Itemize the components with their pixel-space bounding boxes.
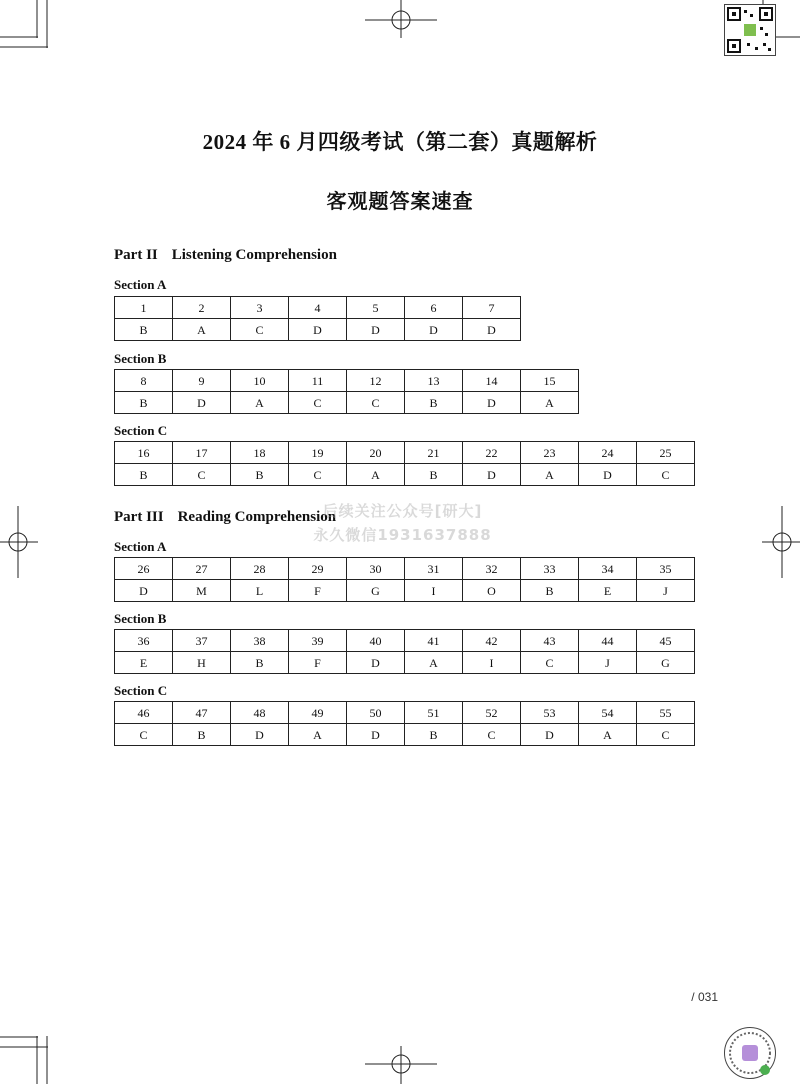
answer-cell: D bbox=[231, 724, 289, 746]
answer-cell: C bbox=[289, 392, 347, 414]
question-number-cell: 39 bbox=[289, 630, 347, 652]
question-number-cell: 10 bbox=[231, 370, 289, 392]
answer-cell: D bbox=[463, 464, 521, 486]
question-number-cell: 2 bbox=[173, 297, 231, 319]
answer-cell: F bbox=[289, 652, 347, 674]
question-number-cell: 4 bbox=[289, 297, 347, 319]
question-number-cell: 19 bbox=[289, 442, 347, 464]
answer-cell: J bbox=[637, 580, 695, 602]
answer-cell: J bbox=[579, 652, 637, 674]
question-number-cell: 48 bbox=[231, 702, 289, 724]
question-number-cell: 49 bbox=[289, 702, 347, 724]
answer-table bbox=[114, 369, 579, 414]
question-number-cell: 32 bbox=[463, 558, 521, 580]
answer-cell: B bbox=[231, 464, 289, 486]
question-number-row bbox=[115, 370, 579, 392]
answer-row bbox=[115, 580, 695, 602]
answer-cell: C bbox=[637, 464, 695, 486]
answer-cell: D bbox=[405, 319, 463, 341]
question-number-row bbox=[115, 630, 695, 652]
question-number-cell: 30 bbox=[347, 558, 405, 580]
answer-cell: B bbox=[405, 392, 463, 414]
question-number-cell: 23 bbox=[521, 442, 579, 464]
question-number-row bbox=[115, 442, 695, 464]
answer-cell: L bbox=[231, 580, 289, 602]
part-name: Reading Comprehension bbox=[177, 509, 337, 525]
question-number-cell: 8 bbox=[115, 370, 173, 392]
answer-cell: D bbox=[579, 464, 637, 486]
question-number-cell: 12 bbox=[347, 370, 405, 392]
question-number-cell: 17 bbox=[173, 442, 231, 464]
answer-cell: D bbox=[463, 392, 521, 414]
answer-cell: O bbox=[463, 580, 521, 602]
answer-cell: A bbox=[231, 392, 289, 414]
section-label: Section B bbox=[114, 611, 167, 626]
question-number-cell: 15 bbox=[521, 370, 579, 392]
question-number-cell: 27 bbox=[173, 558, 231, 580]
answer-cell: D bbox=[347, 652, 405, 674]
question-number-cell: 22 bbox=[463, 442, 521, 464]
answer-cell: C bbox=[637, 724, 695, 746]
page-subtitle: 客观题答案速查 bbox=[326, 191, 474, 213]
question-number-cell: 7 bbox=[463, 297, 521, 319]
question-number-cell: 14 bbox=[463, 370, 521, 392]
question-number-cell: 26 bbox=[115, 558, 173, 580]
answer-table bbox=[114, 629, 695, 674]
section-label: Section C bbox=[114, 423, 168, 438]
question-number-cell: 25 bbox=[637, 442, 695, 464]
answer-cell: C bbox=[347, 392, 405, 414]
answer-cell: C bbox=[115, 724, 173, 746]
answer-cell: A bbox=[579, 724, 637, 746]
part-roman: Part III bbox=[114, 509, 164, 525]
answer-cell: D bbox=[347, 319, 405, 341]
page-number: / 031 bbox=[691, 990, 718, 1004]
qr-code-icon bbox=[724, 4, 776, 56]
part-name: Listening Comprehension bbox=[171, 247, 337, 263]
answer-cell: D bbox=[347, 724, 405, 746]
answer-cell: C bbox=[173, 464, 231, 486]
answer-cell: A bbox=[405, 652, 463, 674]
question-number-row bbox=[115, 702, 695, 724]
question-number-cell: 44 bbox=[579, 630, 637, 652]
question-number-cell: 24 bbox=[579, 442, 637, 464]
question-number-cell: 31 bbox=[405, 558, 463, 580]
question-number-cell: 6 bbox=[405, 297, 463, 319]
answer-table bbox=[114, 701, 695, 746]
answer-row bbox=[115, 652, 695, 674]
question-number-cell: 51 bbox=[405, 702, 463, 724]
question-number-cell: 9 bbox=[173, 370, 231, 392]
question-number-cell: 43 bbox=[521, 630, 579, 652]
question-number-cell: 45 bbox=[637, 630, 695, 652]
answer-cell: C bbox=[521, 652, 579, 674]
answer-cell: D bbox=[173, 392, 231, 414]
watermark-line-1: 后续关注公众号[研大] bbox=[322, 502, 483, 520]
question-number-cell: 52 bbox=[463, 702, 521, 724]
question-number-cell: 28 bbox=[231, 558, 289, 580]
answer-cell: B bbox=[405, 464, 463, 486]
question-number-cell: 41 bbox=[405, 630, 463, 652]
question-number-cell: 54 bbox=[579, 702, 637, 724]
question-number-cell: 13 bbox=[405, 370, 463, 392]
section-label: Section A bbox=[114, 539, 167, 554]
answer-cell: B bbox=[521, 580, 579, 602]
part-roman: Part II bbox=[114, 247, 158, 263]
answer-cell: A bbox=[173, 319, 231, 341]
answer-row bbox=[115, 724, 695, 746]
question-number-cell: 35 bbox=[637, 558, 695, 580]
answer-cell: B bbox=[231, 652, 289, 674]
answer-cell: C bbox=[289, 464, 347, 486]
answer-cell: B bbox=[115, 392, 173, 414]
question-number-cell: 36 bbox=[115, 630, 173, 652]
question-number-row bbox=[115, 558, 695, 580]
answer-cell: F bbox=[289, 580, 347, 602]
answer-cell: B bbox=[115, 319, 173, 341]
question-number-cell: 53 bbox=[521, 702, 579, 724]
answer-cell: I bbox=[463, 652, 521, 674]
answer-table bbox=[114, 441, 695, 486]
answer-cell: D bbox=[463, 319, 521, 341]
answer-cell: I bbox=[405, 580, 463, 602]
question-number-cell: 46 bbox=[115, 702, 173, 724]
answer-table bbox=[114, 557, 695, 602]
answer-cell: H bbox=[173, 652, 231, 674]
question-number-cell: 47 bbox=[173, 702, 231, 724]
answer-cell: G bbox=[347, 580, 405, 602]
question-number-cell: 11 bbox=[289, 370, 347, 392]
answer-cell: C bbox=[231, 319, 289, 341]
answer-cell: A bbox=[347, 464, 405, 486]
question-number-cell: 18 bbox=[231, 442, 289, 464]
question-number-cell: 34 bbox=[579, 558, 637, 580]
answer-row bbox=[115, 392, 579, 414]
answer-cell: A bbox=[521, 464, 579, 486]
question-number-cell: 3 bbox=[231, 297, 289, 319]
page-title: 2024 年 6 月四级考试（第二套）真题解析 bbox=[202, 130, 598, 154]
answer-cell: E bbox=[115, 652, 173, 674]
answer-cell: G bbox=[637, 652, 695, 674]
answer-row bbox=[115, 464, 695, 486]
answer-cell: D bbox=[289, 319, 347, 341]
watermark-line-2: 永久微信1931637888 bbox=[313, 526, 492, 544]
question-number-cell: 5 bbox=[347, 297, 405, 319]
mini-program-code-icon bbox=[724, 1027, 776, 1079]
question-number-cell: 50 bbox=[347, 702, 405, 724]
question-number-cell: 37 bbox=[173, 630, 231, 652]
question-number-cell: 16 bbox=[115, 442, 173, 464]
answer-cell: A bbox=[289, 724, 347, 746]
section-label: Section C bbox=[114, 683, 168, 698]
question-number-cell: 55 bbox=[637, 702, 695, 724]
answer-cell: C bbox=[463, 724, 521, 746]
question-number-cell: 33 bbox=[521, 558, 579, 580]
answer-cell: D bbox=[115, 580, 173, 602]
question-number-cell: 29 bbox=[289, 558, 347, 580]
answer-row bbox=[115, 319, 521, 341]
answer-cell: D bbox=[521, 724, 579, 746]
section-label: Section A bbox=[114, 277, 167, 292]
question-number-cell: 1 bbox=[115, 297, 173, 319]
answer-cell: B bbox=[173, 724, 231, 746]
question-number-cell: 40 bbox=[347, 630, 405, 652]
answer-cell: M bbox=[173, 580, 231, 602]
answer-table bbox=[114, 296, 521, 341]
question-number-cell: 21 bbox=[405, 442, 463, 464]
answer-cell: E bbox=[579, 580, 637, 602]
section-label: Section B bbox=[114, 351, 167, 366]
answer-cell: A bbox=[521, 392, 579, 414]
answer-cell: B bbox=[115, 464, 173, 486]
part-heading bbox=[114, 247, 337, 264]
answer-cell: B bbox=[405, 724, 463, 746]
question-number-cell: 20 bbox=[347, 442, 405, 464]
question-number-cell: 42 bbox=[463, 630, 521, 652]
question-number-row bbox=[115, 297, 521, 319]
question-number-cell: 38 bbox=[231, 630, 289, 652]
